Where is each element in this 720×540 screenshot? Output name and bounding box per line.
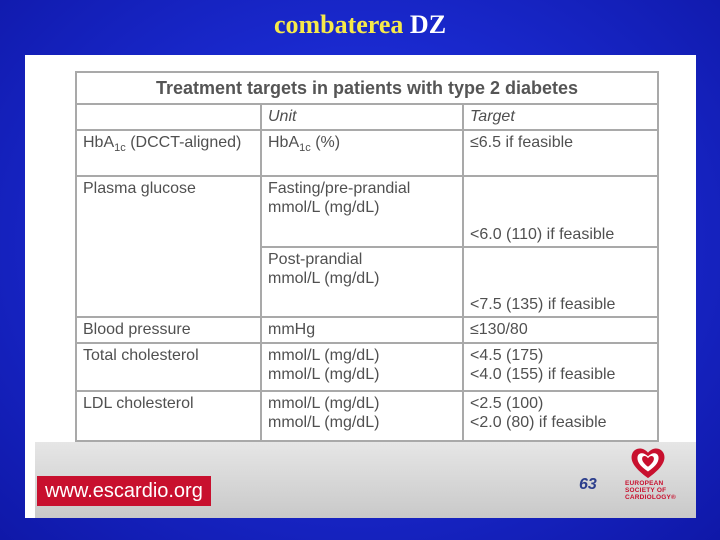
treatment-targets-table xyxy=(75,71,659,442)
esc-logo xyxy=(625,446,687,516)
slide-title-part1: combaterea xyxy=(273,10,404,39)
total-cholesterol-label: Total cholesterol xyxy=(76,343,261,391)
table-row-blood-pressure xyxy=(76,317,658,343)
esc-logo-text xyxy=(625,480,676,501)
fasting-glucose-target: <6.0 (110) if feasible xyxy=(463,176,658,247)
fasting-glucose-unit xyxy=(261,176,463,247)
postprandial-glucose-unit xyxy=(261,247,463,317)
post-unit-line1: Post-prandial xyxy=(268,251,363,268)
table-row-fasting-glucose xyxy=(76,176,658,247)
ldl-unit-line1: mmol/L (mg/dL) xyxy=(268,395,380,412)
header-target: Target xyxy=(463,104,658,130)
ldl-cholesterol-label: LDL cholesterol xyxy=(76,391,261,441)
escardio-link[interactable]: www.escardio.org xyxy=(37,476,211,506)
esc-heart-logo-icon xyxy=(629,446,667,480)
total-cholesterol-unit xyxy=(261,343,463,391)
hba1c-unit-suffix: (%) xyxy=(310,134,341,151)
hba1c-unit-text: HbA xyxy=(268,134,300,151)
page-number: 63 xyxy=(579,476,597,493)
ldl-target-line1: <2.5 (100) xyxy=(470,395,544,412)
hba1c-label-suffix: (DCCT-aligned) xyxy=(125,134,242,151)
post-unit-line2: mmol/L (mg/dL) xyxy=(268,270,380,287)
content-panel xyxy=(25,55,696,518)
esc-logo-line3: CARDIOLOGY® xyxy=(625,494,677,501)
total-chol-target-line1: <4.5 (175) xyxy=(470,347,544,364)
table-title: Treatment targets in patients with type 2 diabetes xyxy=(76,72,658,104)
esc-logo-line2: SOCIETY OF xyxy=(625,487,667,494)
table-row-ldl-cholesterol xyxy=(76,391,658,441)
blood-pressure-label: Blood pressure xyxy=(76,317,261,343)
ldl-cholesterol-target xyxy=(463,391,658,441)
total-chol-unit-line2: mmol/L (mg/dL) xyxy=(268,366,380,383)
table-header-row xyxy=(76,104,658,130)
blood-pressure-unit: mmHg xyxy=(261,317,463,343)
slide-title xyxy=(0,10,720,40)
esc-logo-line1: EUROPEAN xyxy=(625,480,664,487)
table-row-hba1c xyxy=(76,130,658,176)
hba1c-target: ≤6.5 if feasible xyxy=(463,130,658,176)
header-empty xyxy=(76,104,261,130)
table-title-row xyxy=(76,72,658,104)
hba1c-label xyxy=(76,130,261,176)
header-unit: Unit xyxy=(261,104,463,130)
ldl-cholesterol-unit xyxy=(261,391,463,441)
hba1c-label-subscript: 1c xyxy=(114,142,126,154)
total-cholesterol-target xyxy=(463,343,658,391)
slide-title-part2: DZ xyxy=(409,10,447,39)
hba1c-unit-subscript: 1c xyxy=(299,142,311,154)
ldl-unit-line2: mmol/L (mg/dL) xyxy=(268,414,380,431)
fasting-unit-line1: Fasting/pre-prandial xyxy=(268,180,411,197)
fasting-unit-line2: mmol/L (mg/dL) xyxy=(268,199,380,216)
blood-pressure-target: ≤130/80 xyxy=(463,317,658,343)
hba1c-unit xyxy=(261,130,463,176)
table-row-total-cholesterol xyxy=(76,343,658,391)
postprandial-glucose-target: <7.5 (135) if feasible xyxy=(463,247,658,317)
ldl-target-line2: <2.0 (80) if feasible xyxy=(470,414,607,431)
hba1c-label-text: HbA xyxy=(83,134,115,151)
total-chol-target-line2: <4.0 (155) if feasible xyxy=(470,366,616,383)
total-chol-unit-line1: mmol/L (mg/dL) xyxy=(268,347,380,364)
plasma-glucose-label: Plasma glucose xyxy=(76,176,261,317)
slide-footer xyxy=(35,442,696,518)
